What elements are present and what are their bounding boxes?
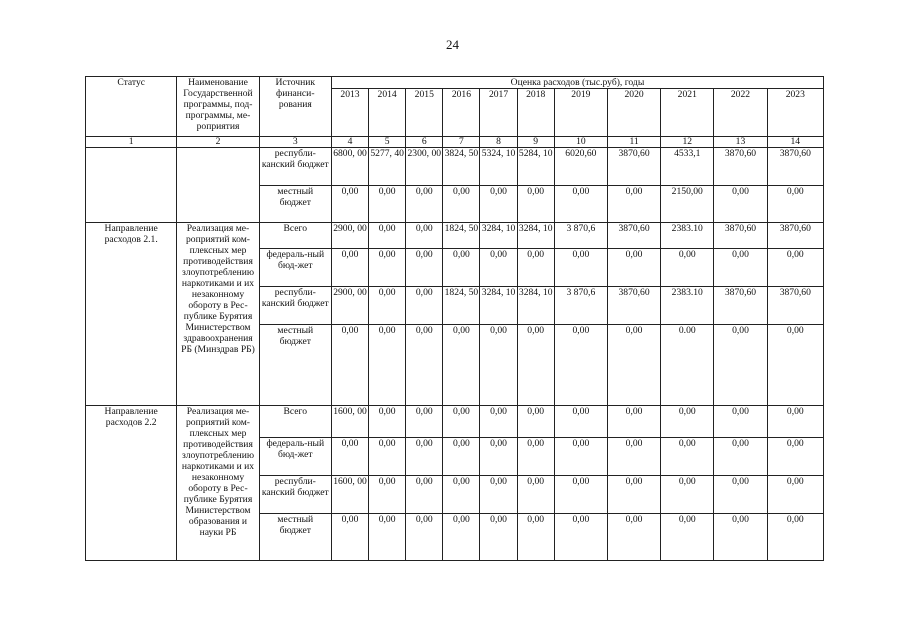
year-header: 2013 xyxy=(331,89,368,137)
value-cell: 0,00 xyxy=(517,438,554,476)
value-cell: 0,00 xyxy=(607,476,660,514)
value-cell: 0,00 xyxy=(331,438,368,476)
value-cell: 0,00 xyxy=(714,514,767,561)
value-cell: 0,00 xyxy=(661,406,714,438)
source-cell: республи-канский бюджет xyxy=(259,476,331,514)
year-header: 2021 xyxy=(661,89,714,137)
value-cell: 0,00 xyxy=(331,249,368,287)
page-number: 24 xyxy=(446,37,459,52)
value-cell: 0,00 xyxy=(406,438,443,476)
source-cell: местный бюджет xyxy=(259,325,331,406)
value-cell: 0,00 xyxy=(331,325,368,406)
value-cell: 0,00 xyxy=(767,325,823,406)
source-cell: местный бюджет xyxy=(259,186,331,223)
value-cell: 2150,00 xyxy=(661,186,714,223)
column-number: 9 xyxy=(517,137,554,148)
table-header xyxy=(86,77,824,148)
table-row xyxy=(86,148,824,186)
value-cell: 0,00 xyxy=(517,249,554,287)
value-cell: 0,00 xyxy=(406,325,443,406)
value-cell: 2383.10 xyxy=(661,223,714,249)
value-cell: 0,00 xyxy=(554,249,607,287)
year-header: 2015 xyxy=(406,89,443,137)
value-cell: 1824, 50 xyxy=(443,287,480,325)
value-cell: 0,00 xyxy=(607,186,660,223)
value-cell: 3284, 10 xyxy=(517,223,554,249)
value-cell: 0,00 xyxy=(331,186,368,223)
value-cell: 0,00 xyxy=(767,514,823,561)
value-cell: 3 870,6 xyxy=(554,287,607,325)
status-cell: Направление расходов 2.1. xyxy=(86,223,177,406)
name-cell xyxy=(177,148,259,223)
source-cell: республи-канский бюджет xyxy=(259,148,331,186)
value-cell: 0,00 xyxy=(369,406,406,438)
value-cell: 0,00 xyxy=(480,186,517,223)
value-cell: 0,00 xyxy=(517,186,554,223)
value-cell: 0,00 xyxy=(480,514,517,561)
value-cell: 0,00 xyxy=(554,406,607,438)
value-cell: 1600, 00 xyxy=(331,406,368,438)
value-cell: 0,00 xyxy=(714,438,767,476)
value-cell: 0,00 xyxy=(369,514,406,561)
value-cell: 3870,60 xyxy=(714,287,767,325)
value-cell: 3870,60 xyxy=(607,223,660,249)
value-cell: 0,00 xyxy=(767,438,823,476)
value-cell: 0,00 xyxy=(406,249,443,287)
value-cell: 2900, 00 xyxy=(331,223,368,249)
value-cell: 0,00 xyxy=(517,476,554,514)
value-cell: 2383.10 xyxy=(661,287,714,325)
value-cell: 3284, 10 xyxy=(517,287,554,325)
value-cell: 0,00 xyxy=(714,476,767,514)
value-cell: 3870,60 xyxy=(714,223,767,249)
value-cell: 4533,1 xyxy=(661,148,714,186)
value-cell: 0,00 xyxy=(714,325,767,406)
year-header: 2023 xyxy=(767,89,823,137)
value-cell: 0,00 xyxy=(661,438,714,476)
value-cell: 0,00 xyxy=(406,476,443,514)
value-cell: 0,00 xyxy=(554,514,607,561)
value-cell: 0,00 xyxy=(406,514,443,561)
year-header: 2020 xyxy=(607,89,660,137)
value-cell: 0,00 xyxy=(480,249,517,287)
column-number: 1 xyxy=(86,137,177,148)
header-source: Источник финанси-рования xyxy=(259,77,331,137)
value-cell: 0,00 xyxy=(443,514,480,561)
value-cell: 0,00 xyxy=(554,438,607,476)
value-cell: 0,00 xyxy=(443,325,480,406)
source-cell: Всего xyxy=(259,223,331,249)
year-header: 2022 xyxy=(714,89,767,137)
table-row xyxy=(86,223,824,249)
value-cell: 0,00 xyxy=(554,476,607,514)
value-cell: 6800, 00 xyxy=(331,148,368,186)
value-cell: 2900, 00 xyxy=(331,287,368,325)
value-cell: 0,00 xyxy=(554,325,607,406)
value-cell: 0,00 xyxy=(767,476,823,514)
value-cell: 3284, 10 xyxy=(480,287,517,325)
value-cell: 0,00 xyxy=(714,406,767,438)
source-cell: федераль-ный бюд-жет xyxy=(259,438,331,476)
value-cell: 0,00 xyxy=(406,287,443,325)
value-cell: 0,00 xyxy=(607,325,660,406)
value-cell: 0,00 xyxy=(480,438,517,476)
year-header: 2017 xyxy=(480,89,517,137)
value-cell: 0,00 xyxy=(517,325,554,406)
value-cell: 3870,60 xyxy=(607,287,660,325)
column-number: 6 xyxy=(406,137,443,148)
year-header: 2014 xyxy=(369,89,406,137)
value-cell: 5284, 10 xyxy=(517,148,554,186)
value-cell: 0,00 xyxy=(480,476,517,514)
column-number: 8 xyxy=(480,137,517,148)
value-cell: 0,00 xyxy=(369,438,406,476)
value-cell: 0,00 xyxy=(369,223,406,249)
value-cell: 1824, 50 xyxy=(443,223,480,249)
value-cell: 3870,60 xyxy=(607,148,660,186)
column-number: 13 xyxy=(714,137,767,148)
source-cell: федераль-ный бюд-жет xyxy=(259,249,331,287)
value-cell: 3870,60 xyxy=(714,148,767,186)
value-cell: 0,00 xyxy=(767,186,823,223)
table-row xyxy=(86,406,824,438)
value-cell: 0,00 xyxy=(443,186,480,223)
value-cell: 0,00 xyxy=(406,223,443,249)
value-cell: 0,00 xyxy=(331,514,368,561)
column-number: 10 xyxy=(554,137,607,148)
value-cell: 0,00 xyxy=(443,438,480,476)
header-status: Статус xyxy=(86,77,177,137)
name-cell: Реализация ме-роприятий ком-плексных мер противодействия злоупотреблению наркотиками и их незаконному обороту в Рес-публике Бурятия Министерством образования и науки РБ xyxy=(177,406,259,561)
value-cell: 0,00 xyxy=(661,249,714,287)
value-cell: 0,00 xyxy=(517,406,554,438)
value-cell: 0,00 xyxy=(661,476,714,514)
value-cell: 5324, 10 xyxy=(480,148,517,186)
value-cell: 0,00 xyxy=(767,249,823,287)
year-header: 2016 xyxy=(443,89,480,137)
column-number: 7 xyxy=(443,137,480,148)
value-cell: 3870,60 xyxy=(767,223,823,249)
value-cell: 2300, 00 xyxy=(406,148,443,186)
header-name: Наименование Государственной программы, под-программы, ме-роприятия xyxy=(177,77,259,137)
value-cell: 3 870,6 xyxy=(554,223,607,249)
value-cell: 0,00 xyxy=(517,514,554,561)
column-number: 3 xyxy=(259,137,331,148)
column-number: 2 xyxy=(177,137,259,148)
table-body xyxy=(86,148,824,561)
value-cell: 0,00 xyxy=(607,438,660,476)
source-cell: республи-канский бюджет xyxy=(259,287,331,325)
source-cell: местный бюджет xyxy=(259,514,331,561)
value-cell: 3870,60 xyxy=(767,148,823,186)
source-cell: Всего xyxy=(259,406,331,438)
value-cell: 3870,60 xyxy=(767,287,823,325)
value-cell: 0,00 xyxy=(443,406,480,438)
column-number: 14 xyxy=(767,137,823,148)
column-number-row xyxy=(86,137,824,148)
column-number: 5 xyxy=(369,137,406,148)
value-cell: 5277, 40 xyxy=(369,148,406,186)
column-number: 12 xyxy=(661,137,714,148)
value-cell: 0,00 xyxy=(369,325,406,406)
value-cell: 0,00 xyxy=(369,249,406,287)
value-cell: 3824, 50 xyxy=(443,148,480,186)
status-cell: Направление расходов 2.2 xyxy=(86,406,177,561)
value-cell: 0,00 xyxy=(607,406,660,438)
value-cell: 0,00 xyxy=(443,249,480,287)
value-cell: 6020,60 xyxy=(554,148,607,186)
year-header: 2018 xyxy=(517,89,554,137)
header-estimate: Оценка расходов (тыс.руб), годы xyxy=(331,77,823,89)
status-cell xyxy=(86,148,177,223)
value-cell: 0,00 xyxy=(406,186,443,223)
value-cell: 3284, 10 xyxy=(480,223,517,249)
column-number: 4 xyxy=(331,137,368,148)
value-cell: 0,00 xyxy=(480,325,517,406)
value-cell: 0,00 xyxy=(607,249,660,287)
value-cell: 0,00 xyxy=(714,249,767,287)
value-cell: 0,00 xyxy=(607,514,660,561)
value-cell: 1600, 00 xyxy=(331,476,368,514)
value-cell: 0,00 xyxy=(767,406,823,438)
value-cell: 0,00 xyxy=(369,287,406,325)
value-cell: 0,00 xyxy=(661,514,714,561)
value-cell: 0,00 xyxy=(554,186,607,223)
value-cell: 0,00 xyxy=(714,186,767,223)
value-cell: 0,00 xyxy=(443,476,480,514)
year-header: 2019 xyxy=(554,89,607,137)
name-cell: Реализация ме-роприятий ком-плексных мер противодействия злоупотреблению наркотиками и их незаконному обороту в Рес-публике Бурятия Министерством здравоохранения РБ (Минздрав РБ) xyxy=(177,223,259,406)
value-cell: 0,00 xyxy=(406,406,443,438)
value-cell: 0,00 xyxy=(369,476,406,514)
value-cell: 0,00 xyxy=(369,186,406,223)
column-number: 11 xyxy=(607,137,660,148)
budget-table xyxy=(85,76,824,561)
value-cell: 0.00 xyxy=(661,325,714,406)
value-cell: 0,00 xyxy=(480,406,517,438)
